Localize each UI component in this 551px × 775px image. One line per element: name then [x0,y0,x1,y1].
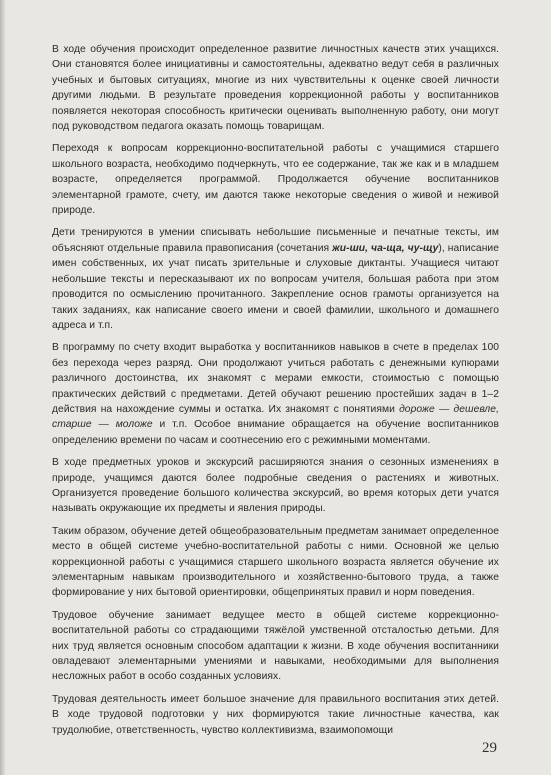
paragraph-1 [52,42,499,134]
paragraph-text: В программу по счету входит выработка у воспитанников навыков в счете в пределах 100 без перехода через разряд. Они продолжают учиться работать с денежными купюрами различного достоинства, их знакомят с мерами емкости, стоимостью с помощью практических действий с предметами. Детей обучают решению простейших задач в 1–2 действия на нахождение суммы и остатка. Их знакомят с понятиями [52,342,499,415]
paragraph-text: Таким образом, обучение детей общеобразовательным предметам занимает определенное место в общей системе учебно-воспитательной работы с ними. Основной же целью коррекционной работы с учащимися старшего школьного возраста является обучение их элементарным навыкам производительного и хозяйственно-бытового труда, а также формирование у них бытовой ориентировки, общепринятых правил и норм поведения. [52,525,499,599]
paragraph-text: ), написание имен собственных, их учат писать зрительные и слуховые диктанты. Учащиеся читают небольшие тексты и пересказывают их по вопросам учителя, большая работа при этом проводится по осмыслению прочитанного. Закрепление основ грамоты организуется на таких заданиях, как написание своего имени и своей фамилии, школьного и домашнего адреса и т.п. [52,242,500,331]
paragraph-text: В ходе предметных уроков и экскурсий расширяются знания о сезонных изменениях в природе, учащимся даются более подробные сведения о растениях и животных. Организуется проведение большого количества экскурсий, во время которых дети учатся называть окружающие их предметы и явления природы. [52,457,499,515]
emphasis-concepts: дороже — дешевле, старше — моложе [52,403,499,431]
emphasis-spelling-rules: жи-ши, ча-ща, чу-щу [332,242,439,254]
paragraph-5 [52,455,499,517]
paragraph-text: Переходя к вопросам коррекционно-воспитательной работы с учащимися старшего школьного возраста, необходимо подчеркнуть, что ее содержание, так же как и в младшем возрасте, определяется программой. Продолжается обучение воспитанников элементарной грамоте, счету, им даются также некоторые сведения о живой и неживой природе. [52,143,499,217]
paragraph-8 [52,692,499,738]
paragraph-7 [52,608,499,685]
paragraph-text: Трудовое обучение занимает ведущее место в общей системе коррекционно-воспитательной работы со страдающими тяжёлой умственной отсталостью детьми. Для них труд является основным способом адаптации к жизни. В ходе обучения воспитанники овладевают элементарными умениями и навыками, необходимыми для выполнения несложных работ в особо созданных условиях. [52,609,499,683]
paragraph-3 [52,225,499,333]
paragraph-2 [52,141,499,218]
paragraph-4 [52,340,499,448]
paragraph-text: Трудовая деятельность имеет большое значение для правильного воспитания этих детей. В ходе трудовой подготовки у них формируются такие личностные качества, как трудолюбие, ответственность, чувство коллективизма, взаимопомощи [52,693,499,736]
paragraph-text: Дети тренируются в умении списывать небольшие письменные и печатные тексты, им объясняют отдельные правила правописания (сочетания [52,227,499,254]
paragraph-text: и т.п. Особое внимание обращается на обучение воспитанников определению времени по часам и соотнесению его с режимными моментами. [52,419,499,446]
page-number: 29 [482,740,497,756]
paragraph-6 [52,524,499,601]
paragraph-text: В ходе обучения происходит определенное развитие личностных качеств этих учащихся. Они становятся более инициативны и самостоятельны, адекватно ведут себя в различных учебных и бытовых ситуациях, многие из них чувствительны к оценке своей личности другими людьми. В результате проведения коррекционной работы у воспитанников появляется некоторая способность критически оценивать выполненную работу, они могут под руководством педагога оказать помощь товарищам. [52,44,499,133]
